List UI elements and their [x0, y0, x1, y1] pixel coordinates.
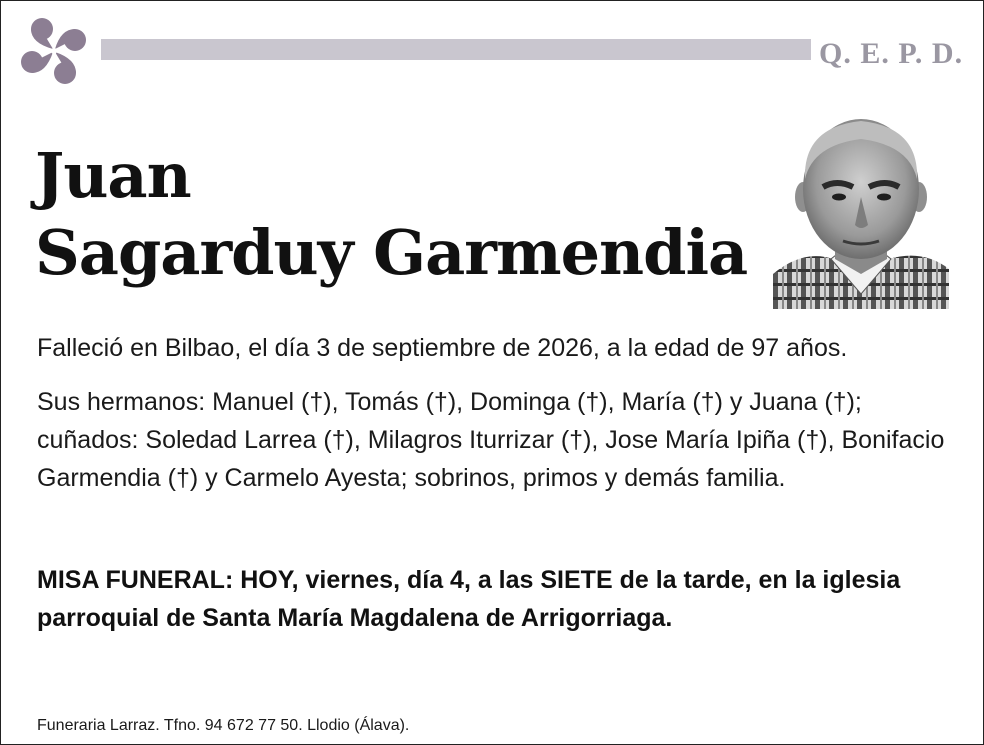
first-name: Juan	[35, 139, 191, 212]
funeral-home-footer: Funeraria Larraz. Tfno. 94 672 77 50. Llodio (Álava).	[37, 717, 410, 734]
funeral-mass-notice: MISA FUNERAL: HOY, viernes, día 4, a las SIETE de la tarde, en la iglesia parroquial de Santa María Magdalena de Arrigorriaga.	[37, 566, 901, 632]
surnames: Sagarduy Garmendia	[35, 216, 748, 289]
qepd-label: Q. E. P. D.	[819, 37, 964, 70]
deceased-name	[35, 137, 747, 291]
header-bar	[101, 39, 811, 60]
death-notice: Falleció en Bilbao, el día 3 de septiembre de 2026, a la edad de 97 años.	[37, 334, 848, 362]
family-list: Sus hermanos: Manuel (†), Tomás (†), Dominga (†), María (†) y Juana (†); cuñados: Soledad Larrea (†), Milagros Iturrizar (†), Jose María Ipiña (†), Bonifacio Garmendia (†) y Carmelo Ayesta; sobrinos, primos y demás familia.	[37, 388, 945, 492]
portrait-photo	[773, 109, 949, 309]
lauburu-icon	[17, 15, 93, 87]
